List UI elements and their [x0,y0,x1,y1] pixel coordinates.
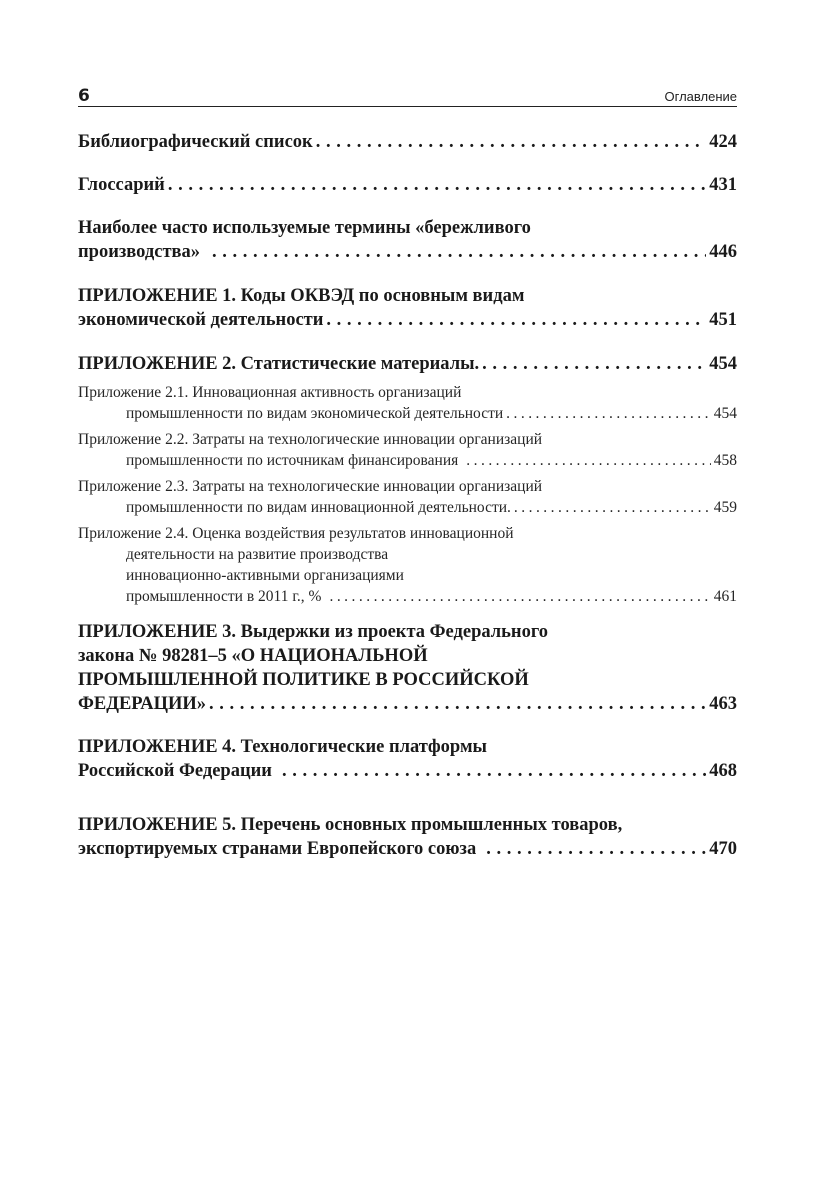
toc-entry-appendix-5[interactable] [78,813,737,861]
document-page [78,0,737,1200]
toc-entry-title-line: Наиболее часто используемые термины «бережливого [78,218,531,238]
toc-entry-appendix-2-4[interactable] [78,523,737,607]
toc-entry-title-line: ПРИЛОЖЕНИЕ 1. Коды ОКВЭД по основным видам [78,286,525,306]
toc-entry-title: ФЕДЕРАЦИИ» [78,694,207,714]
toc-page-number: 446 [709,242,737,262]
toc-page-number: 459 [713,499,737,516]
toc-entry-title-line: ПРОМЫШЛЕННОЙ ПОЛИТИКЕ В РОССИЙСКОЙ [78,670,529,690]
running-header [78,86,737,107]
dot-leader [209,692,706,716]
toc-entry-title-line: Приложение 2.3. Затраты на технологические инновации организаций [78,478,543,495]
toc-entry-title: ПРИЛОЖЕНИЕ 2. Статистические материалы. [78,354,480,374]
toc-entry-title-line: закона № 98281–5 «О НАЦИОНАЛЬНОЙ [78,646,428,666]
toc-entry-title: производства» [78,242,201,262]
toc-page-number: 468 [709,761,737,781]
toc-entry-title-line: ПРИЛОЖЕНИЕ 4. Технологические платформы [78,737,487,757]
dot-leader [326,308,706,332]
toc-entry-appendix-2[interactable] [78,352,737,376]
toc-page-number: 461 [713,588,737,605]
page-number: 6 [78,86,90,106]
toc-entry-title-line: ПРИЛОЖЕНИЕ 3. Выдержки из проекта Федерального [78,622,549,642]
toc-page-number: 458 [713,452,737,469]
toc-entry-title: промышленности по видам экономической деятельности [126,405,504,422]
dot-leader [212,240,706,264]
toc-entry-title-line: Приложение 2.1. Инновационная активность организаций [78,384,462,401]
toc-entry-appendix-4[interactable] [78,735,737,783]
toc-page-number: 451 [709,310,737,330]
toc-page-number: 463 [709,694,737,714]
dot-leader [506,403,711,424]
toc-entry-title-line: ПРИЛОЖЕНИЕ 5. Перечень основных промышленных товаров, [78,815,623,835]
dot-leader [282,759,706,783]
toc-entry-title: промышленности по источникам финансирования [126,452,459,469]
toc-entry-appendix-2-3[interactable] [78,476,737,518]
table-of-contents [78,130,737,861]
toc-entry-title: Библиографический список [78,132,313,152]
toc-page-number: 454 [713,405,737,422]
toc-page-number: 431 [709,175,737,195]
toc-entry-appendix-2-2[interactable] [78,429,737,471]
dot-leader [486,837,706,861]
dot-leader [514,497,711,518]
toc-entry-title-line: инновационно-активными организациями [126,567,404,584]
dot-leader [329,586,710,607]
toc-page-number: 470 [709,839,737,859]
toc-entry-title-line: Приложение 2.4. Оценка воздействия результатов инновационной [78,525,514,542]
dot-leader [168,173,706,197]
toc-entry-title: Глоссарий [78,175,165,195]
toc-entry-appendix-1[interactable] [78,284,737,332]
toc-entry-title-line: Приложение 2.2. Затраты на технологические инновации организаций [78,431,543,448]
toc-entry-title: промышленности по видам инновационной деятельности. [126,499,511,516]
dot-leader [466,450,710,471]
toc-entry-lean-terms[interactable] [78,216,737,264]
toc-entry-glossary[interactable] [78,173,737,197]
toc-entry-title-line: деятельности на развитие производства [126,546,389,563]
toc-entry-title: Российской Федерации [78,761,272,781]
running-title: Оглавление [664,89,737,104]
dot-leader [316,130,707,154]
toc-entry-appendix-3[interactable] [78,620,737,716]
toc-page-number: 424 [709,132,737,152]
toc-entry-appendix-2-1[interactable] [78,382,737,424]
toc-entry-title: экономической деятельности [78,310,324,330]
toc-entry-title: промышленности в 2011 г., % [126,588,322,605]
dot-leader [482,352,706,376]
toc-entry-bibliography[interactable] [78,130,737,154]
toc-entry-title: экспортируемых странами Европейского союза [78,839,477,859]
toc-page-number: 454 [709,354,737,374]
